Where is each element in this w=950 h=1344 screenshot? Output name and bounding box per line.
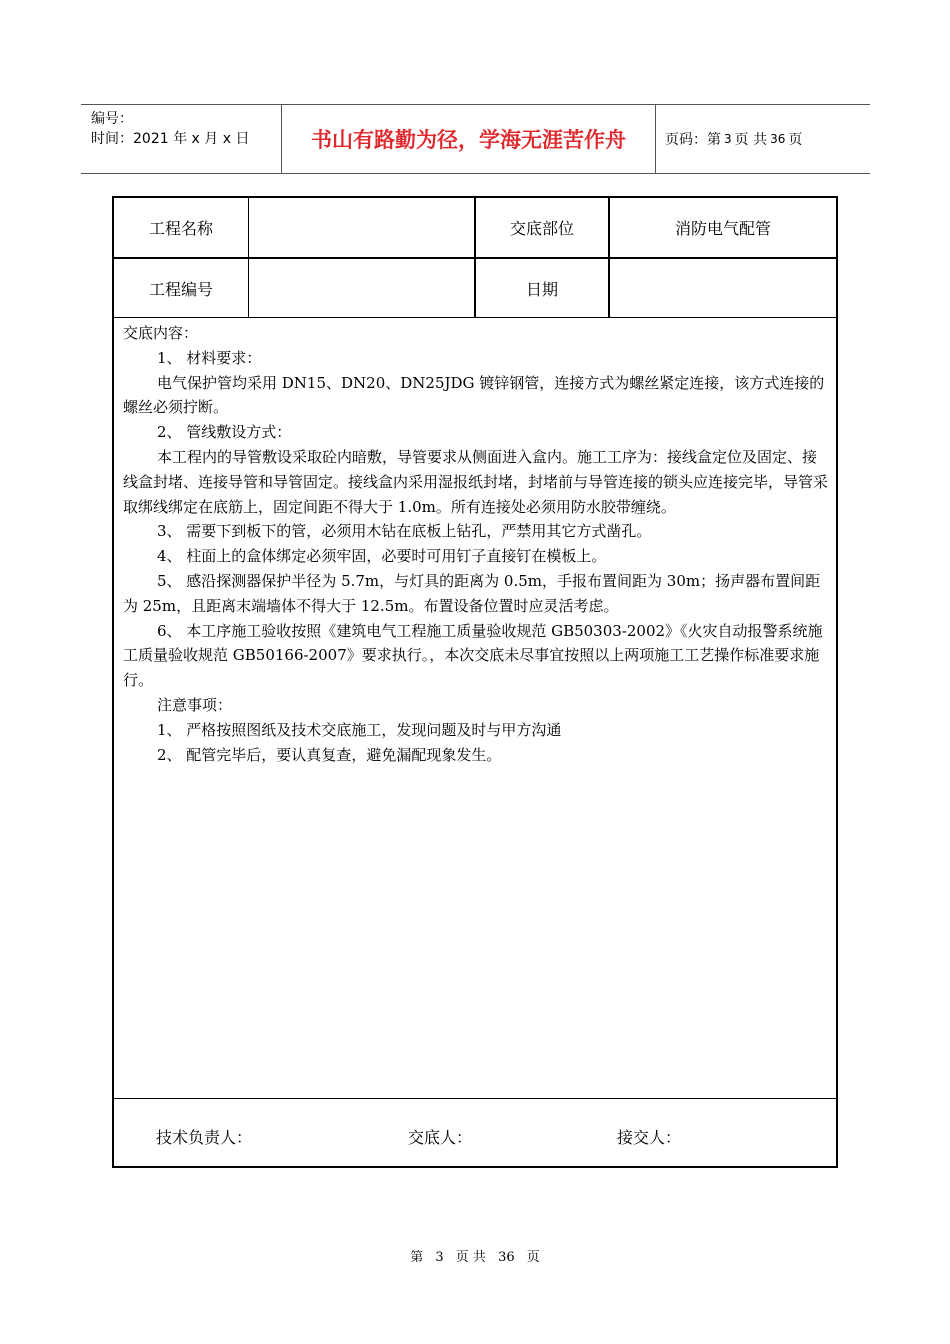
item-2-title: 2、 管线敷设方式： (157, 423, 292, 442)
total-page-number: 36 (770, 132, 786, 146)
discloser-signature[interactable]: 交底人： (408, 1128, 473, 1147)
item-2-text: 本工程内的导管敷设采取砼内暗敷，导管要求从侧面进入盒内。施工工序为：接线盒定位及固定、接线盒封堵、连接导管和导管固定。接线盒内采用湿报纸封堵，封堵前与导管连接的锁头应连接完毕，导管采取绑线绑定在底筋上，固定间距不得大于 1.0m。所有连接处必须用防水胶带缠绕。 (123, 447, 829, 516)
project-name-value[interactable] (249, 198, 476, 257)
header-motto: 书山有路勤为径，学海无涯苦作舟 (311, 128, 626, 152)
form-row-project (114, 198, 836, 259)
note-1: 1、 严格按照图纸及技术交底施工，发现问题及时与甲方沟通 (157, 720, 562, 739)
header-page-indicator (665, 105, 802, 173)
location-label: 交底部位 (476, 198, 610, 257)
content-heading: 交底内容： (123, 324, 199, 342)
footer-total-pages: 36 (498, 1250, 515, 1265)
footer-suffix: 页 (526, 1250, 540, 1265)
footer-mid: 页 共 (455, 1250, 486, 1265)
disclosure-form (112, 196, 838, 1168)
page-mid: 页 共 (734, 132, 768, 148)
date-label: 日期 (476, 259, 610, 317)
receiver-signature[interactable]: 接交人： (617, 1128, 682, 1147)
footer-prefix: 第 (410, 1250, 424, 1265)
signature-row (114, 1098, 836, 1167)
item-4: 4、 柱面上的盒体绑定必须牢固，必要时可用钉子直接钉在模板上。 (157, 547, 607, 566)
location-value[interactable]: 消防电气配管 (674, 219, 771, 238)
page-prefix: 页码：第 (665, 132, 721, 148)
project-number-label: 工程编号 (114, 259, 249, 317)
item-1-title: 1、 材料要求： (157, 348, 262, 367)
page-footer (0, 1246, 950, 1265)
header-divider (655, 105, 656, 173)
item-1-text: 电气保护管均采用 DN15、DN20、DN25JDG 镀锌钢管，连接方式为螺丝紧定连接，该方式连接的螺丝必须拧断。 (123, 373, 825, 417)
item-3: 3、 需要下到板下的管，必须用木钻在底板上钻孔，严禁用其它方式凿孔。 (157, 522, 652, 541)
header-meta (91, 109, 249, 149)
document-time: 时间：2021 年 x 月 x 日 (91, 131, 250, 147)
project-number-value[interactable] (249, 259, 476, 317)
date-value[interactable] (610, 259, 836, 317)
document-number-label: 编号： (91, 111, 133, 127)
item-6: 6、 本工序施工验收按照《建筑电气工程施工质量验收规范 GB50303-2002》《火灾自动报警系统施工质量验收规范 GB50166-2007》要求执行。，本次交底未尽事宜按照以上两项施工工艺操作标准要求施行。 (123, 621, 823, 690)
project-name-label: 工程名称 (114, 198, 249, 257)
footer-current-page: 3 (435, 1250, 444, 1265)
page-header (81, 104, 870, 174)
item-5: 5、 感沿探测器保护半径为 5.7m，与灯具的距离为 0.5m，手报布置间距为 30m；扬声器布置间距为 25m，且距离末端墙体不得大于 12.5m。布置设备位置时应灵活考虑。 (123, 571, 821, 615)
page-suffix: 页 (788, 132, 803, 148)
tech-lead-signature[interactable]: 技术负责人： (156, 1128, 253, 1147)
form-row-number (114, 259, 836, 318)
notes-title: 注意事项： (157, 695, 233, 714)
disclosure-content (123, 321, 829, 767)
note-2: 2、 配管完毕后，要认真复查，避免漏配现象发生。 (157, 745, 502, 764)
current-page-number: 3 (724, 132, 732, 146)
